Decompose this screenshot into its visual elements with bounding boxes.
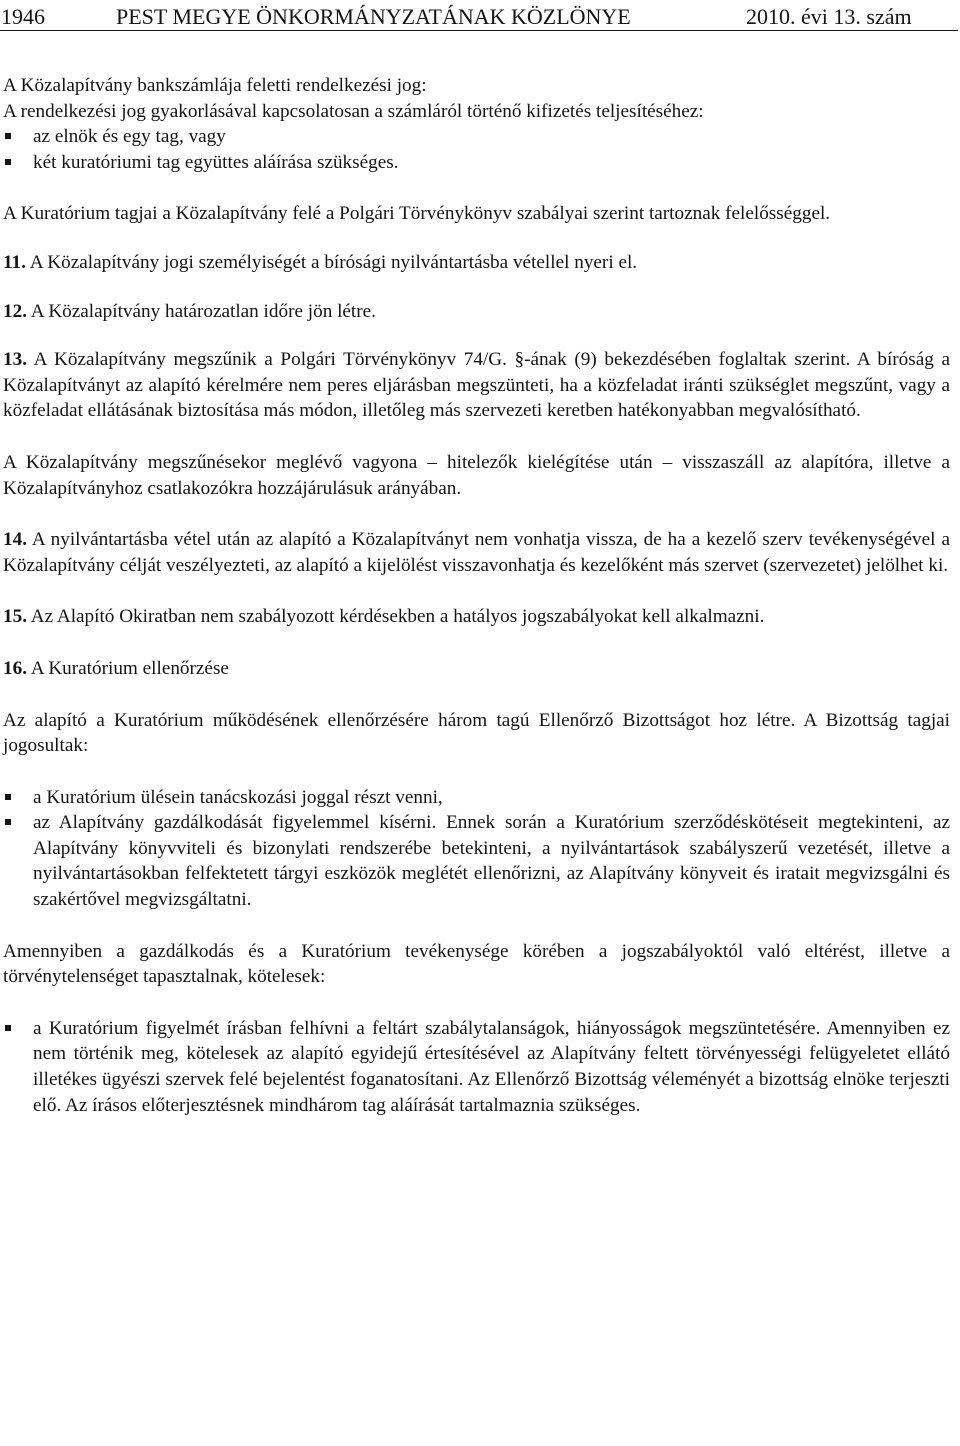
page-header (0, 4, 958, 31)
bank-intro: A rendelkezési jog gyakorlásával kapcsolatosan a számláról történő kifizetés teljesítéséhez: (3, 100, 704, 122)
issue-number: 2010. évi 13. szám (746, 4, 912, 29)
section-text: A Közalapítvány jogi személyiségét a bírósági nyilvántartásba vétellel nyeri el. (29, 251, 638, 273)
list-item: az Alapítvány gazdálkodását figyelemmel kísérni. Ennek során a Kuratórium szerződéskötéseit megtekinteni, az Alapítvány könyvviteli és bizonylati rendszerébe betekinteni, a nyilvántartások szabályszerű vezetését, illetve a nyilvántartásokban felfektetett tárgyi eszközök meglétét ellenőrizni, az Alapítvány könyveit és iratait megvizsgálni és szakértővel megvizsgáltatni. (3, 810, 950, 912)
signatory-list (3, 124, 950, 175)
list-item: a Kuratórium ülésein tanácskozási joggal részt venni, (3, 785, 950, 811)
section-text: A Közalapítvány megszűnik a Polgári Törvénykönyv 74/G. §-ának (9) bekezdésében foglaltak szerint. A bíróság a Közalapítványt az alapító kérelmére nem peres eljárásban megszünteti, ha a közfeladat iránti szükséglet megszűnt, vagy a közfeladat ellátásának biztosítása más módon, illetőleg más szervezeti keretben hatékonyabban megvalósítható. (3, 349, 950, 422)
section-number: 11. (3, 251, 26, 273)
section-15 (3, 604, 950, 630)
section-16-intro: Az alapító a Kuratórium működésének ellenőrzésére három tagú Ellenőrző Bizottságot hoz létre. A Bizottság tagjai jogosultak: (3, 709, 950, 757)
section-number: 16. (3, 657, 27, 679)
liability-paragraph: A Kuratórium tagjai a Közalapítvány felé a Polgári Törvénykönyv szabályai szerint tartoznak felelősséggel. (3, 203, 831, 225)
section-16-heading (3, 656, 950, 682)
section-11 (3, 250, 950, 276)
document-body (3, 73, 950, 1118)
committee-rights-list (3, 785, 950, 913)
list-item: a Kuratórium figyelmét írásban felhívni a feltárt szabálytalanságok, hiányosságok megszüntetésére. Amennyiben ez nem történik meg, kötelesek az alapító egyidejű értesítésével az Alapítvány feltett törvényességi felügyeletet ellátó illetékes ügyészi szervek felé bejelentést foganatosítani. Az Ellenőrző Bizottság véleményét a bizottság elnöke terjeszti elő. Az írásos előterjesztésnek mindhárom tag aláírását tartalmaznia szükséges. (3, 1016, 950, 1118)
section-text: Az Alapító Okiratban nem szabályozott kérdésekben a hatályos jogszabályokat kell alkalmazni. (30, 606, 765, 628)
obligation-intro: Amennyiben a gazdálkodás és a Kuratórium tevékenysége körében a jogszabályoktól való eltérést, illetve a törvénytelenséget tapasztalnak, kötelesek: (3, 940, 950, 988)
bank-heading: A Közalapítvány bankszámlája feletti rendelkezési jog: (3, 75, 427, 96)
section-13-followup: A Közalapítvány megszűnésekor meglévő vagyona – hitelezők kielégítése után – visszaszáll az alapítóra, illetve a Közalapítványhoz csatlakozókra hozzájárulásuk arányában. (3, 451, 950, 499)
section-number: 15. (3, 606, 27, 628)
section-number: 12. (3, 300, 27, 322)
section-13 (3, 347, 950, 424)
section-12 (3, 299, 950, 325)
obligations-list (3, 1016, 950, 1118)
section-number: 13. (3, 349, 27, 371)
section-title: A Kuratórium ellenőrzése (30, 657, 229, 679)
page-number: 1946 (1, 4, 45, 29)
journal-title: PEST MEGYE ÖNKORMÁNYZATÁNAK KÖZLÖNYE (116, 4, 631, 29)
section-text: A Közalapítvány határozatlan időre jön létre. (30, 300, 376, 322)
section-14 (3, 527, 950, 578)
list-item: két kuratóriumi tag együttes aláírása szükséges. (3, 150, 950, 176)
section-text: A nyilvántartásba vétel után az alapító a Közalapítványt nem vonhatja vissza, de ha a kezelő szerv tevékenységével a Közalapítvány célját veszélyezteti, az alapító a kijelölést visszavonhatja és kezelőként más szervet (szervezetet) jelölhet ki. (3, 529, 950, 576)
section-number: 14. (3, 529, 27, 551)
list-item: az elnök és egy tag, vagy (3, 124, 950, 150)
